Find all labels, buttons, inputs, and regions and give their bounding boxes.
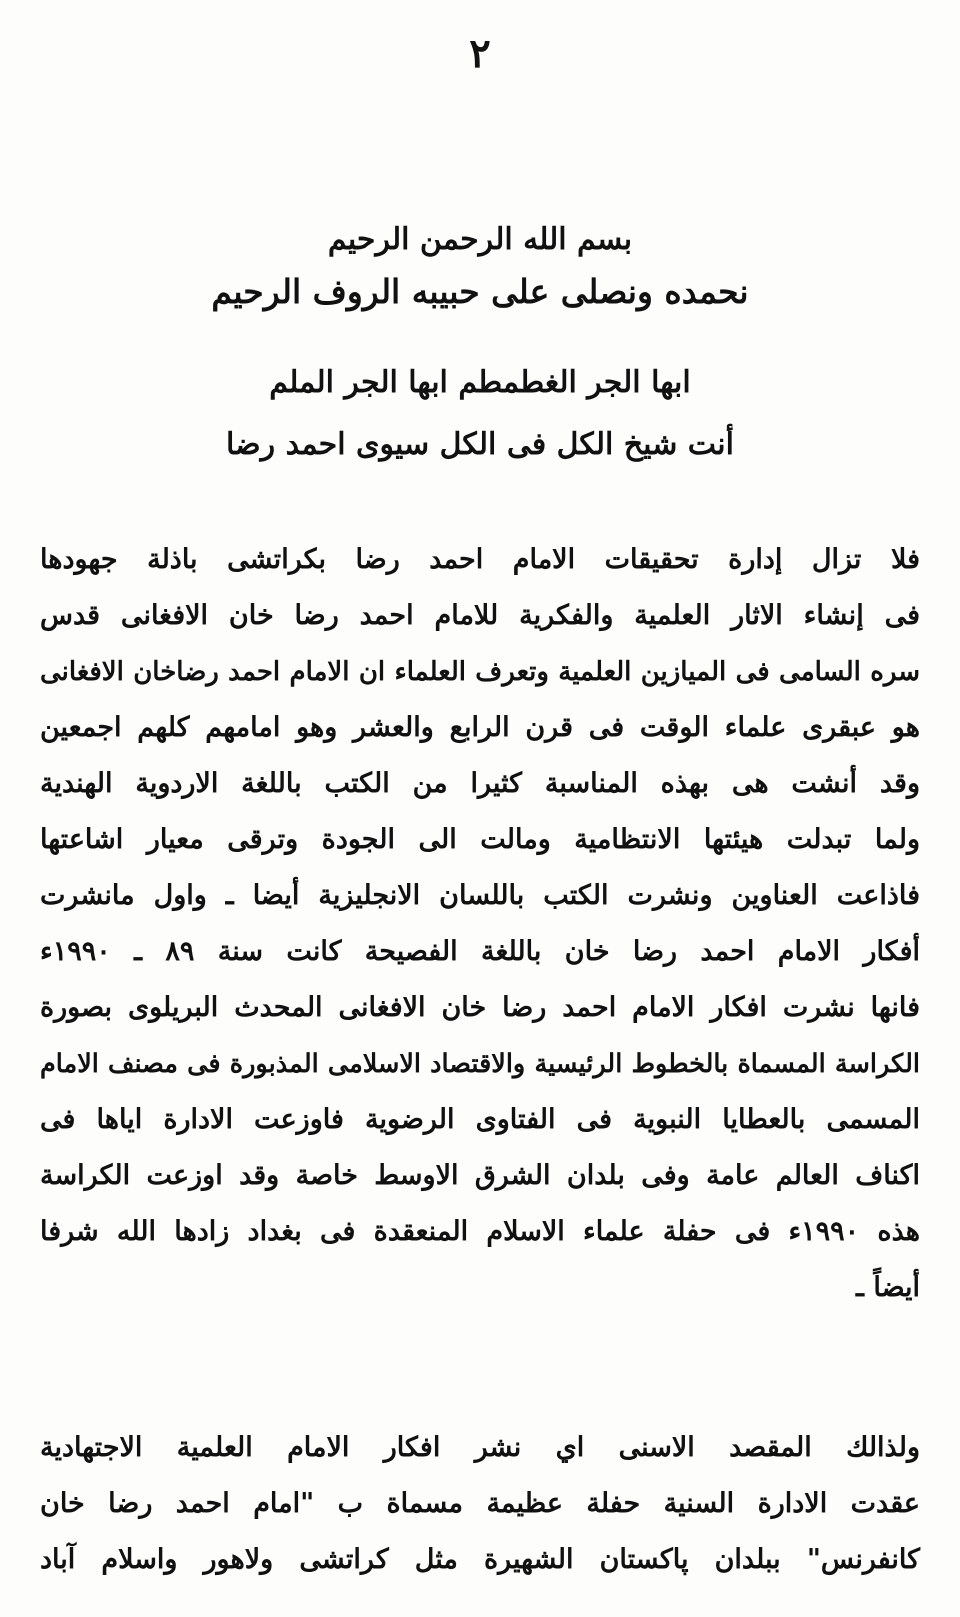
- paragraph-line: فاذاعت العناوين ونشرت الكتب باللسان الانجليزية أيضا ـ واول مانشرت: [40, 880, 920, 911]
- paragraph-line: سره السامى فى الميازين العلمية وتعرف العلماء ان الامام احمد رضاخان الافغانى: [40, 657, 920, 687]
- paragraph-1: [40, 532, 920, 1316]
- paragraph-line: هذه ١٩٩٠ء فى حفلة علماء الاسلام المنعقدة فى بغداد زادها الله شرفا: [40, 1216, 920, 1247]
- paragraph-line: أفكار الامام احمد رضا خان باللغة الفصيحة كانت سنة ٨٩ ـ ١٩٩٠ء: [40, 936, 920, 967]
- verse-line-2: أنت شيخ الكل فى الكل سيوى احمد رضا: [226, 427, 734, 462]
- paragraph-line: عقدت الادارة السنية حفلة عظيمة مسماة ب "امام احمد رضا خان: [40, 1488, 920, 1519]
- paragraph-line: المسمى بالعطايا النبوية فى الفتاوى الرضوية فاوزعت الادارة اياها فى: [40, 1104, 920, 1135]
- paragraph-line: ولذالك المقصد الاسنى اي نشر افكار الامام العلمية الاجتهادية: [40, 1432, 920, 1463]
- paragraph-line: كانفرنس" ببلدان پاكستان الشهيرة مثل كراتشى ولاهور واسلام آباد: [40, 1544, 920, 1575]
- paragraph-2: [40, 1420, 920, 1588]
- hamd-heading: نحمده ونصلى على حبيبه الروف الرحيم: [211, 272, 749, 311]
- paragraph-line: اكناف العالم عامة وفى بلدان الشرق الاوسط خاصة وقد اوزعت الكراسة: [40, 1160, 920, 1191]
- paragraph-line: ولما تبدلت هيئتها الانتظامية ومالت الى الجودة وترقى معيار اشاعتها: [40, 824, 920, 855]
- paragraph-line: فانها نشرت افكار الامام احمد رضا خان الافغانى المحدث البريلوى بصورة: [40, 992, 920, 1023]
- verse-line-1: ابها الجر الغطمطم ابها الجر الملم: [269, 365, 691, 400]
- page-number: ۲: [469, 30, 491, 77]
- paragraph-line: أيضاً ـ: [856, 1272, 920, 1303]
- paragraph-line: فى إنشاء الاثار العلمية والفكرية للامام احمد رضا خان الافغانى قدس: [40, 600, 920, 631]
- basmala-heading: بسم الله الرحمن الرحيم: [327, 222, 633, 257]
- paragraph-line: الكراسة المسماة بالخطوط الرئيسية والاقتصاد الاسلامى المذبورة فى مصنف الامام: [40, 1049, 920, 1079]
- paragraph-line: وقد أنشت هى بهذه المناسبة كثيرا من الكتب باللغة الاردوية الهندية: [40, 768, 920, 799]
- paragraph-line: هو عبقرى علماء الوقت فى قرن الرابع والعشر وهو امامهم كلهم اجمعين: [40, 712, 920, 743]
- paragraph-line: فلا تزال إدارة تحقيقات الامام احمد رضا بكراتشى باذلة جهودها: [40, 544, 920, 575]
